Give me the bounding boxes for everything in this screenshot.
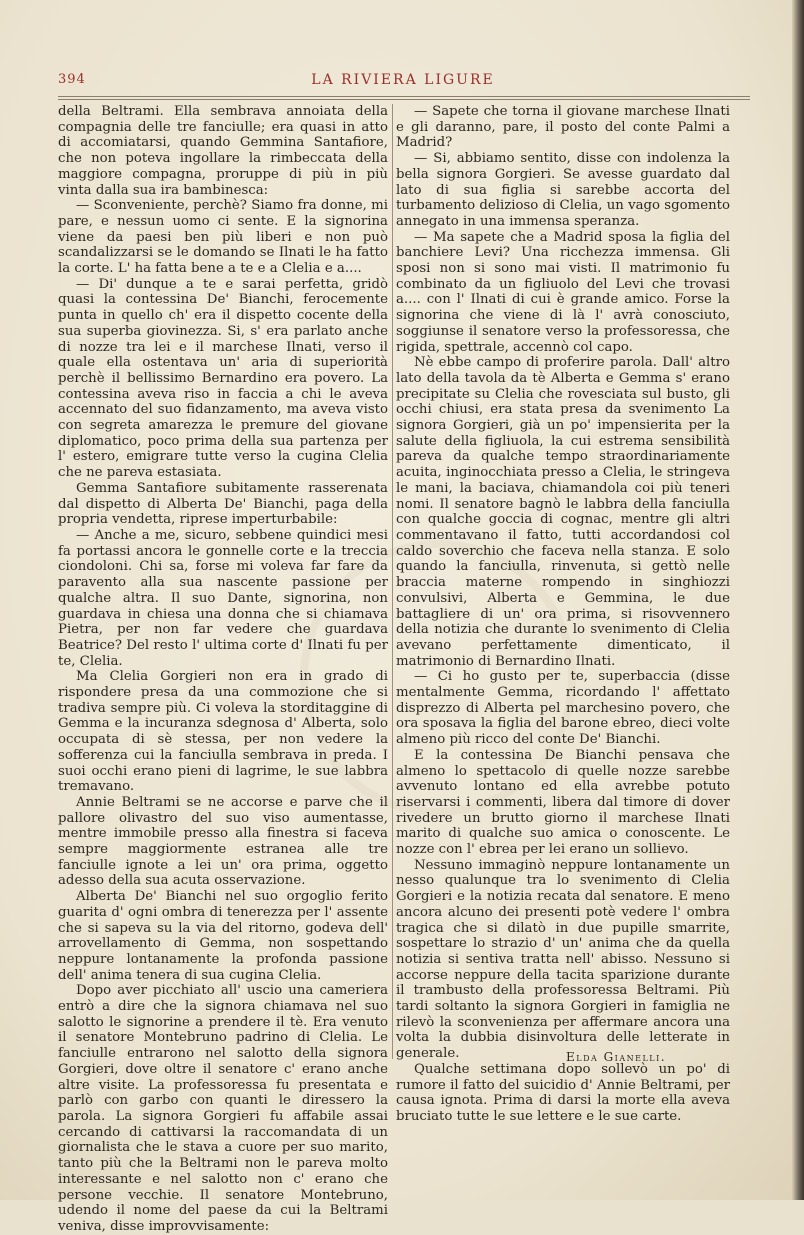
paragraph: — Ci ho gusto per te, superbaccia (disse mentalmente Gemma, ricordando l' affettato disprezzo di Alberta pel marchesino povero, che ora sposava la figlia del barone ebreo, dieci volte almeno più ricco del conte De' Bianchi.: [396, 669, 730, 748]
left-column: [58, 104, 388, 1235]
paragraph: Nè ebbe campo di proferire parola. Dall' altro lato della tavola da tè Alberta e Gemma s' erano precipitate su Clelia che rovesciata sul busto, gli occhi chiusi, era stata presa da svenimento La signora Gorgieri, già un po' impensierita per la salute della figliuola, la cui estrema sensibilità pareva da qualche tempo straordinariamente acuita, inginocchiata presso a Clelia, le stringeva le mani, la baciava, chiamandola coi più teneri nomi. Il senatore bagnò le labbra della fanciulla con qualche goccia di cognac, mentre gli altri commentavano il fatto, tutti accordandosi col caldo soverchio che faceva nella stanza. E solo quando la fanciulla, rinvenuta, si gettò nelle braccia materne rompendo in singhiozzi convulsivi, Alberta e Gemmina, le due battagliere di un' ora prima, si risovvennero della notizia che durante lo svenimento di Clelia avevano perfettamente dimenticato, il matrimonio di Bernardino Ilnati.: [396, 355, 730, 669]
paragraph: — Ma sapete che a Madrid sposa la figlia del banchiere Levi? Una ricchezza immensa. Gli sposi non si sono mai visti. Il matrimonio fu combinato da un figliuolo del Levi che trovasi a.... con l' Ilnati di cui è grande amico. Forse la signorina che viene di là l' avrà conosciuto, soggiunse il senatore verso la professoressa, che rigida, spettrale, accennò col capo.: [396, 229, 730, 355]
paragraph: — Anche a me, sicuro, sebbene quindici mesi fa portassi ancora le gonnelle corte e la treccia ciondoloni. Chi sa, forse mi voleva far fare da paravento alla sua nascente passione per qualche altra. Il suo Dante, signorina, non guardava in chiesa una donna che si chiamava Pietra, per non far vedere che guardava Beatrice? Del resto l' ultima corte d' Ilnati fu per te, Clelia.: [58, 527, 388, 669]
page-number: 394: [58, 72, 86, 87]
paragraph: — Sapete che torna il giovane marchese Ilnati e gli daranno, pare, il posto del conte Palmi a Madrid?: [396, 104, 730, 151]
paragraph: Nessuno immaginò neppure lontanamente un nesso qualunque tra lo svenimento di Clelia Gorgieri e la notizia recata dal senatore. E meno ancora alcuno dei presenti potè vedere l' ombra tragica che si dilatò in due pupille smarrite, sospettare lo strazio d' un' anima che da quella notizia si sentiva tratta nell' abisso. Nessuno si accorse neppure della tacita sparizione durante il trambusto della professoressa Beltrami. Più tardi soltanto la signora Gorgieri in famiglia ne rilevò la sconvenienza per affermare ancora una volta la dubbia disinvoltura delle letterate in generale.: [396, 857, 730, 1062]
paragraph: Alberta De' Bianchi nel suo orgoglio ferito guarita d' ogni ombra di tenerezza per l' assente che si sapeva su la via del ritorno, godeva dell' arrovellamento di Gemma, non sospettando neppure lontanamente la profonda passione dell' anima tenera di sua cugina Clelia.: [58, 889, 388, 983]
paragraph: Dopo aver picchiato all' uscio una cameriera entrò a dire che la signora chiamava nel suo salotto le signorine a prendere il tè. Era venuto il senatore Montebruno padrino di Clelia. Le fanciulle entrarono nel salotto della signora Gorgieri, dove oltre il senatore c' erano anche altre visite. La professoressa fu presentata e parlò con garbo con quanti le diressero la parola. La signora Gorgieri fu affabile assai cercando di cattivarsi la raccomandata di un giornalista che le stava a cuore per suo marito, tanto più che la Beltrami non le pareva molto interessante e nel salotto non c' erano che persone vecchie. Il senatore Montebruno, udendo il nome del paese da cui la Beltrami veniva, disse improvvisamente:: [58, 983, 388, 1234]
paragraph: della Beltrami. Ella sembrava annoiata della compagnia delle tre fanciulle; era quasi in atto di accomiatarsi, quando Gemmina Santafiore, che non poteva ingollare la rimbeccata della maggiore compagna, proruppe di più in più vinta dalla sua ira bambinesca:: [58, 104, 388, 198]
paragraph: Annie Beltrami se ne accorse e parve che il pallore olivastro del suo viso aumentasse, mentre immobile presso alla finestra si faceva sempre maggiormente estranea alle tre fanciulle ignote a lei un' ora prima, oggetto adesso della sua acuta osservazione.: [58, 794, 388, 889]
author-signature: Elda Gianelli.: [566, 1050, 667, 1064]
page-header: [58, 72, 748, 92]
paragraph: — Di' dunque a te e sarai perfetta, gridò quasi la contessina De' Bianchi, ferocemente punta in quello ch' era il dispetto cocente della sua superba giovinezza. Si, s' era parlato anche di nozze tra lei e il marchese Ilnati, verso il quale ella ostentava un' aria di superiorità perchè il bellissimo Bernardino era povero. La contessina aveva riso in faccia a chi le aveva accennato del suo fidanzamento, ma aveva visto con segreta amarezza le premure del giovane diplomatico, poco prima della sua partenza per l' estero, emigrare tutte verso la cugina Clelia che ne pareva estasiata.: [58, 276, 388, 481]
paragraph: — Si, abbiamo sentito, disse con indolenza la bella signora Gorgieri. Se avesse guardato dal lato di sua figlia si sarebbe accorta del turbamento delizioso di Clelia, un vago sgomento annegato in una immensa speranza.: [396, 151, 730, 229]
paragraph: E la contessina De Bianchi pensava che almeno lo spettacolo di quelle nozze sarebbe avvenuto lontano ed ella avrebbe potuto riservarsi i commenti, libera dal timore di dover rivedere un brutto giorno il marchese Ilnati marito di qualche suo amica o conoscente. Le nozze con l' ebrea per lei erano un sollievo.: [396, 747, 730, 858]
paragraph: — Sconveniente, perchè? Siamo fra donne, mi pare, e nessun uomo ci sente. E la signorina viene da paesi ben più liberi e non può scandalizzarsi se le domando se Ilnati le ha fatto la corte. L' ha fatta bene a te e a Clelia e a....: [58, 198, 388, 277]
paragraph: Qualche settimana dopo sollevò un po' di rumore il fatto del suicidio d' Annie Beltrami, per causa ignota. Prima di darsi la morte ella aveva bruciato tutte le sue lettere e le sue carte.: [396, 1061, 730, 1124]
running-title: LA RIVIERA LIGURE: [311, 72, 495, 88]
column-divider: [392, 104, 393, 1059]
right-column: [396, 104, 730, 1125]
page-binding-edge: [792, 0, 804, 1200]
paragraph: Ma Clelia Gorgieri non era in grado di rispondere presa da una commozione che si tradiva sempre più. Ci voleva la storditaggine di Gemma e la incuranza sdegnosa d' Alberta, solo occupata di sè stessa, per non vedere la sofferenza cui la fanciulla sembrava in preda. I suoi occhi erano pieni di lagrime, le sue labbra tremavano.: [58, 669, 388, 795]
header-rule: [58, 96, 750, 100]
paragraph: Gemma Santafiore subitamente rasserenata dal dispetto di Alberta De' Bianchi, paga della propria vendetta, riprese imperturbabile:: [58, 480, 388, 528]
